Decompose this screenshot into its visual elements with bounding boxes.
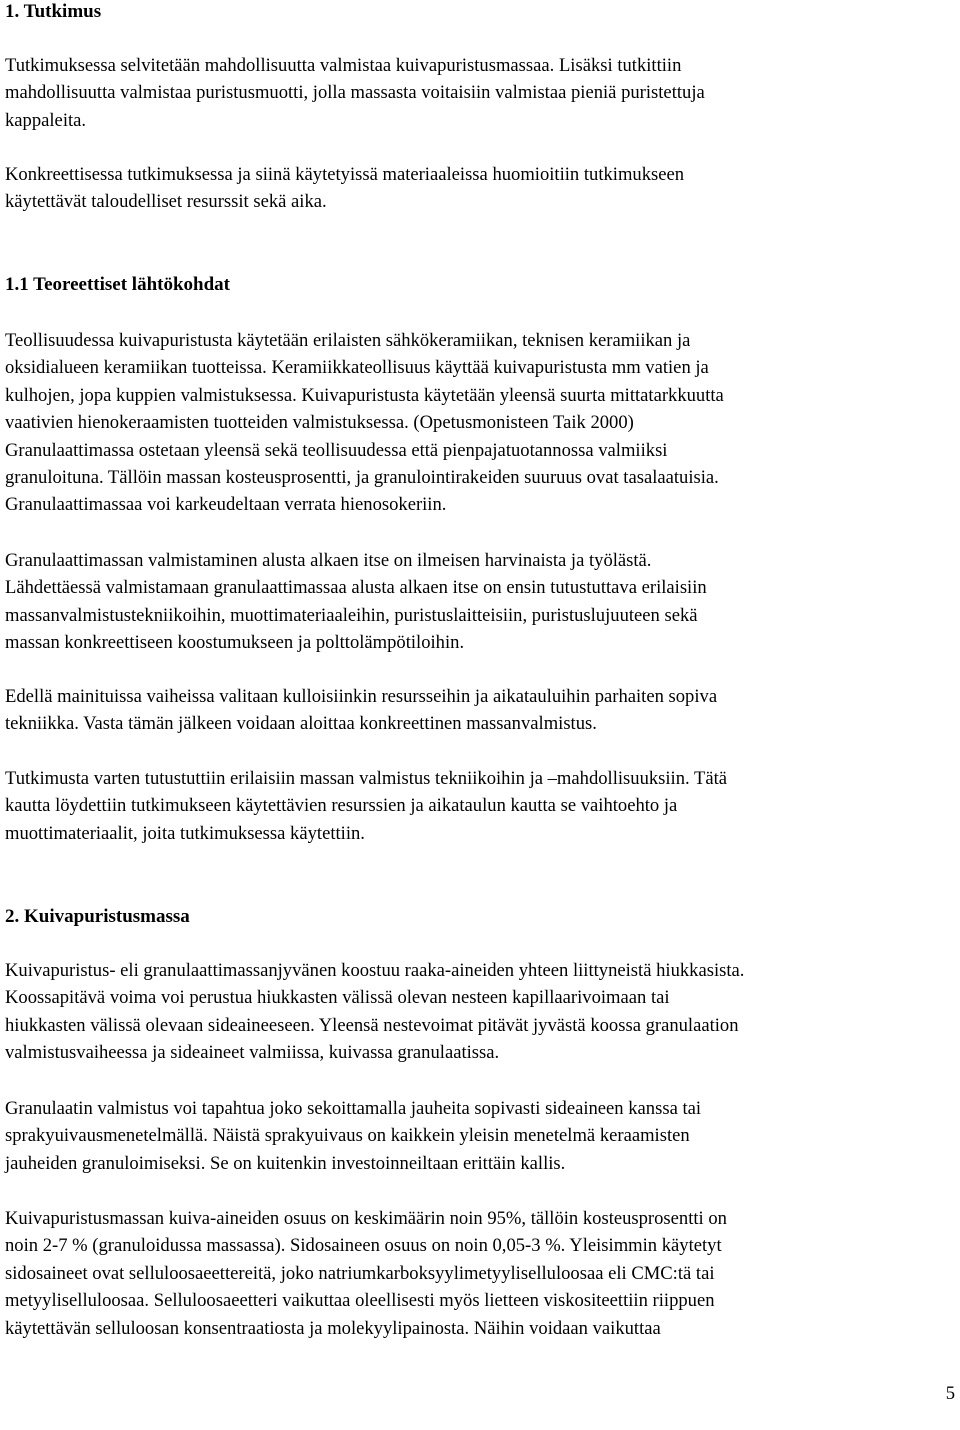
text-line: metyyliselluloosaa. Selluloosaeetteri vaikuttaa oleellisesti myös lietteen viskositeettiin riippuen xyxy=(5,1290,715,1312)
paragraph xyxy=(5,52,705,134)
text-line: Koossapitävä voima voi perustua hiukkasten välissä olevan nesteen kapillaarivoimaan tai xyxy=(5,987,670,1009)
text-line: Lähdettäessä valmistamaan granulaattimassaa alusta alkaen itse on ensin tutustuttava erilaisiin xyxy=(5,577,707,599)
text-line: valmistusvaiheessa ja sideaineet valmiissa, kuivassa granulaatissa. xyxy=(5,1042,500,1064)
text-line: Edellä mainituissa vaiheissa valitaan kulloisiinkin resursseihin ja aikatauluihin parhaiten sopiva xyxy=(5,686,718,707)
text-line: kappaleita. xyxy=(5,109,87,131)
text-line: Granulaatin valmistus voi tapahtua joko sekoittamalla jauheita sopivasti sideaineen kanssa tai xyxy=(5,1098,702,1119)
section-heading: 1.1 Teoreettiset lähtökohdat xyxy=(5,274,231,295)
section-heading: 2. Kuivapuristusmassa xyxy=(5,906,190,927)
text-line: käytettävän selluloosan konsentraatiosta ja molekyylipainosta. Näihin voidaan vaikuttaa xyxy=(5,1317,661,1339)
text-line: Granulaattimassan valmistaminen alusta alkaen itse on ilmeisen harvinaista ja työlästä. xyxy=(5,550,652,571)
text-line: kautta löydettiin tutkimukseen käytettävien resurssien ja aikataulun kautta se vaihtoehto ja xyxy=(5,795,678,817)
text-line: kulhojen, jopa kuppien valmistuksessa. Kuivapuristusta käytetään yleensä suurta mittatarkkuutta xyxy=(5,384,724,406)
text-line: Tutkimusta varten tutustuttiin erilaisiin massan valmistus tekniikoihin ja –mahdollisuuksiin. Tätä xyxy=(5,768,728,789)
text-line: vaativien hienokeraamisten tuotteiden valmistuksessa. (Opetusmonisteen Taik 2000) xyxy=(5,412,634,434)
text-line: hiukkasten välissä olevaan sideaineeseen. Yleensä nestevoimat pitävät jyvästä koossa granulaation xyxy=(5,1014,739,1036)
text-line: tekniikka. Vasta tämän jälkeen voidaan aloittaa konkreettinen massanvalmistus. xyxy=(5,713,597,735)
text-line: käytettävät taloudelliset resurssit sekä aika. xyxy=(5,191,327,213)
paragraph xyxy=(5,1205,727,1342)
text-line: massan konkreettiseen koostumukseen ja polttolämpötiloihin. xyxy=(5,632,465,654)
paragraph xyxy=(5,327,724,519)
text-line: granuloituna. Tällöin massan kosteusprosentti, ja granulointirakeiden suuruus ovat tasalaatuisia. xyxy=(5,467,719,489)
text-line: Granulaattimassa ostetaan yleensä sekä teollisuudessa että pienpajatuotannossa valmiiksi xyxy=(5,439,668,461)
text-line: sprakyuivausmenetelmällä. Näistä sprakyuivaus on kaikkein yleisin menetelmä keraamisten xyxy=(5,1125,690,1147)
section-heading: 1. Tutkimus xyxy=(5,1,102,22)
text-line: sidosaineet ovat selluloosaeettereitä, joko natriumkarboksyylimetyyliselluloosaa eli CMC:tä tai xyxy=(5,1262,715,1284)
text-line: noin 2-7 % (granuloidussa massassa). Sidosaineen osuus on noin 0,05-3 %. Yleisimmin käytetyt xyxy=(5,1235,722,1257)
text-line: jauheiden granuloimiseksi. Se on kuitenkin investoinneiltaan erittäin kallis. xyxy=(5,1152,566,1174)
text-line: Tutkimuksessa selvitetään mahdollisuutta valmistaa kuivapuristusmassaa. Lisäksi tutkittiin xyxy=(5,55,682,76)
paragraph xyxy=(5,765,727,847)
text-line: Kuivapuristus- eli granulaattimassanjyvänen koostuu raaka-aineiden yhteen liittyneistä hiukkasista. xyxy=(5,960,745,981)
paragraph xyxy=(5,547,707,657)
text-line: Granulaattimassaa voi karkeudeltaan verrata hienosokeriin. xyxy=(5,494,447,516)
text-line: massanvalmistustekniikoihin, muottimateriaaleihin, puristuslaitteisiin, puristuslujuuteen sekä xyxy=(5,604,698,626)
paragraph xyxy=(5,1095,701,1177)
paragraph xyxy=(5,683,717,738)
page-number: 5 xyxy=(945,1383,955,1404)
text-line: mahdollisuutta valmistaa puristusmuotti, jolla massasta voitaisiin valmistaa pieniä puristettuja xyxy=(5,82,705,104)
paragraph xyxy=(5,161,684,216)
text-line: Konkreettisessa tutkimuksessa ja siinä käytetyissä materiaaleissa huomioitiin tutkimukseen xyxy=(5,164,685,185)
text-line: Kuivapuristusmassan kuiva-aineiden osuus on keskimäärin noin 95%, tällöin kosteusprosentti on xyxy=(5,1208,727,1229)
text-line: Teollisuudessa kuivapuristusta käytetään erilaisten sähkökeramiikan, teknisen keramiikan ja xyxy=(5,330,691,351)
text-line: muottimateriaalit, joita tutkimuksessa käytettiin. xyxy=(5,822,365,844)
text-line: oksidialueen keramiikan tuotteissa. Keramiikkateollisuus käyttää kuivapuristusta mm vatien ja xyxy=(5,357,709,379)
paragraph xyxy=(5,957,744,1067)
